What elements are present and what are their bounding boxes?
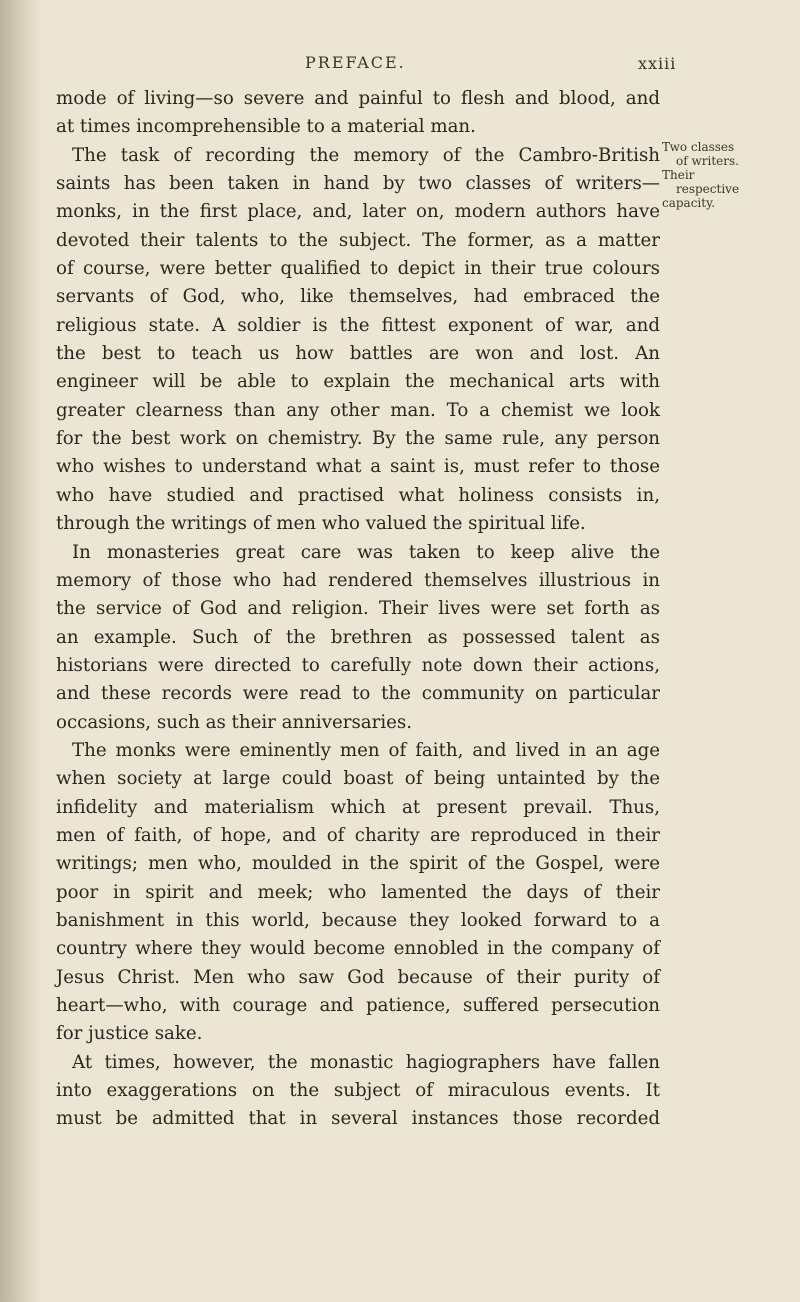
text-line: must be admitted that in several instances those recorded [56,1108,660,1130]
text-line: writings; men who, moulded in the spirit of the Gospel, were [56,853,660,875]
text-line: men of faith, of hope, and of charity are reproduced in their [56,824,660,846]
text-line: occasions, such as their anniversaries. [56,711,413,733]
text-line: servants of God, who, like themselves, had embraced the [56,286,660,308]
text-line: historians were directed to carefully note down their actions, [56,654,660,676]
text-line: who have studied and practised what holiness consists in, [56,484,660,506]
margin-note [662,140,796,210]
margin-note-line: respective [676,182,740,196]
text-line: when society at large could boast of being untainted by the [56,768,660,790]
page-gutter-shadow [0,0,40,1302]
text-line: the service of God and religion. Their lives were set forth as [56,598,660,620]
text-line: saints has been taken in hand by two classes of writers— [56,173,660,195]
text-line: monks, in the first place, and, later on, modern authors have [56,201,660,223]
text-line: into exaggerations on the subject of miraculous events. It [56,1080,660,1102]
margin-note-line: capacity. [662,196,716,210]
text-line: and these records were read to the community on particular [56,683,660,705]
margin-note-line: Their [662,168,695,182]
text-line: heart—who, with courage and patience, suffered persecution [56,995,660,1016]
text-line: engineer will be able to explain the mechanical arts with [56,371,660,393]
text-line: the best to teach us how battles are won and lost. An [56,343,660,365]
page-header [0,53,800,83]
text-line: Jesus Christ. Men who saw God because of their purity of [56,966,660,988]
text-line: greater clearness than any other man. To a chemist we look [56,399,660,421]
body-text [56,85,660,1134]
text-line: memory of those who had rendered themselves illustrious in [56,569,660,591]
text-line: poor in spirit and meek; who lamented the days of their [56,881,660,903]
margin-note-line: Two classes [662,140,735,154]
margin-note-line: of writers. [676,154,739,168]
text-line: for the best work on chemistry. By the same rule, any person [56,428,660,450]
text-line: an example. Such of the brethren as possessed talent as [56,626,660,648]
running-head: PREFACE. [305,53,406,72]
page-number: xxiii [638,54,677,73]
text-line: through the writings of men who valued the spiritual life. [56,513,586,535]
text-line: for justice sake. [56,1023,203,1045]
text-line: at times incomprehensible to a material man. [56,116,476,138]
text-line: religious state. A soldier is the fittest exponent of war, and [56,314,660,336]
text-line: devoted their talents to the subject. The former, as a matter [56,229,660,251]
text-line: mode of living—so severe and painful to flesh and blood, and [56,88,660,109]
paragraph-first-line: In monasteries great care was taken to keep alive the [72,541,660,563]
paragraph-first-line: The monks were eminently men of faith, and lived in an age [72,739,660,761]
paragraph-first-line: At times, however, the monastic hagiographers have fallen [72,1051,660,1073]
text-line: country where they would become ennobled in the company of [56,938,660,960]
paragraph-first-line: The task of recording the memory of the Cambro-British [72,144,660,166]
text-line: of course, were better qualified to depict in their true colours [56,258,660,280]
text-line: banishment in this world, because they looked forward to a [56,909,660,931]
text-line: infidelity and materialism which at present prevail. Thus, [56,796,660,818]
text-line: who wishes to understand what a saint is, must refer to those [56,456,660,478]
